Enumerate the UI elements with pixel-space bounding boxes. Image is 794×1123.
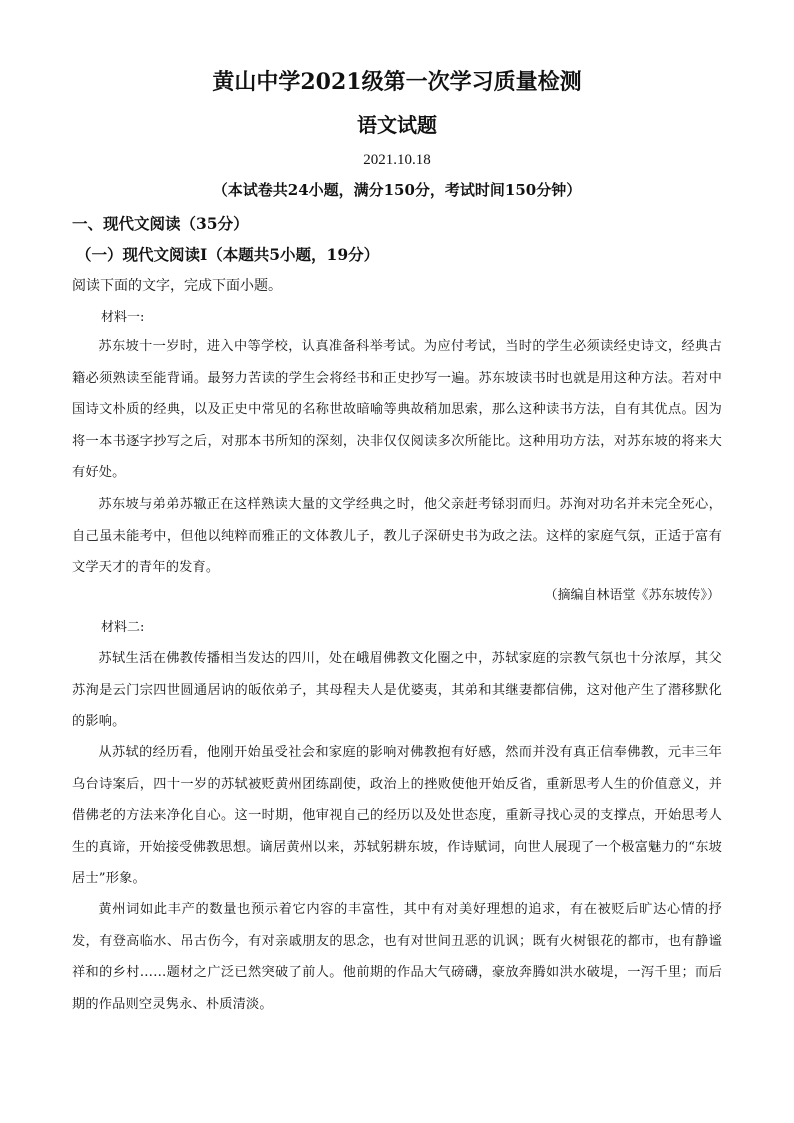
exam-subtitle: 语文试题: [357, 113, 437, 137]
exam-date: 2021.10.18: [363, 152, 431, 168]
material-one-source: （摘编自林语堂《苏东坡传》）: [544, 588, 720, 603]
material-two-label: 材料二:: [101, 620, 145, 635]
material-two-paragraph-2: 从苏轼的经历看，他刚开始虽受社会和家庭的影响对佛教抱有好感，然而并没有真正信奉佛教，元丰三年乌台诗案后，四十一岁的苏轼被贬黄州团练副使，政治上的挫败使他开始反省，重新思考人生的价值意义，并借佛老的方法来净化自心。这一时期，他审视自己的经历以及处世态度，重新寻找心灵的支撑点，开始思考人生的真谛，开始接受佛教思想。谪居黄州以来，苏轼躬耕东坡，作诗赋词，向世人展现了一个极富魅力的“东坡居士”形象。: [72, 745, 722, 886]
material-one-paragraph-2: 苏东坡与弟弟苏辙正在这样熟读大量的文学经典之时，他父亲赶考铩羽而归。苏洵对功名并未完全死心，自己虽未能考中，但他以纯粹而雅正的文体教儿子，教儿子深研史书为政之法。这样的家庭气氛，正适于富有文学天才的青年的发育。: [72, 497, 722, 575]
material-one-paragraph-1: 苏东坡十一岁时，进入中等学校，认真准备科举考试。为应付考试，当时的学生必须读经史诗文，经典古籍必须熟读至能背诵。最努力苦读的学生会将经书和正史抄写一遍。苏东坡读书时也就是用这种方法。若对中国诗文朴质的经典，以及正史中常见的名称世故暗喻等典故稍加思索，那么这种读书方法，自有其优点。因为将一本书逐字抄写之后，对那本书所知的深刻，决非仅仅阅读多次所能比。这种用功方法，对苏东坡的将来大有好处。: [72, 339, 722, 480]
reading-instruction: 阅读下面的文字，完成下面小题。: [72, 278, 282, 294]
part-heading: （一）现代文阅读Ⅰ（本题共5小题，19分）: [76, 245, 380, 264]
section-heading: 一、现代文阅读（35分）: [72, 214, 249, 233]
material-two-paragraph-3: 黄州词如此丰产的数量也预示着它内容的丰富性，其中有对美好理想的追求，有在被贬后旷达心情的抒发，有登高临水、吊古伤今，有对亲戚朋友的思念，也有对世间丑恶的讥讽；既有火树银花的都市，也有静谧祥和的乡村……题材之广泛已然突破了前人。他前期的作品大气磅礴，豪放奔腾如洪水破堤，一泻千里；而后期的作品则空灵隽永、朴质清淡。: [72, 902, 722, 1012]
material-one-label: 材料一:: [101, 310, 145, 325]
exam-title: 黄山中学2021级第一次学习质量检测: [212, 69, 582, 95]
exam-notice: （本试卷共24小题，满分150分，考试时间150分钟）: [212, 181, 582, 199]
material-two-paragraph-1: 苏轼生活在佛教传播相当发达的四川，处在峨眉佛教文化圈之中，苏轼家庭的宗教气氛也十分浓厚，其父苏洵是云门宗四世圆通居讷的皈依弟子，其母程夫人是优婆夷，其弟和其继妻都信佛，这对他产生了潜移默化的影响。: [72, 651, 722, 729]
